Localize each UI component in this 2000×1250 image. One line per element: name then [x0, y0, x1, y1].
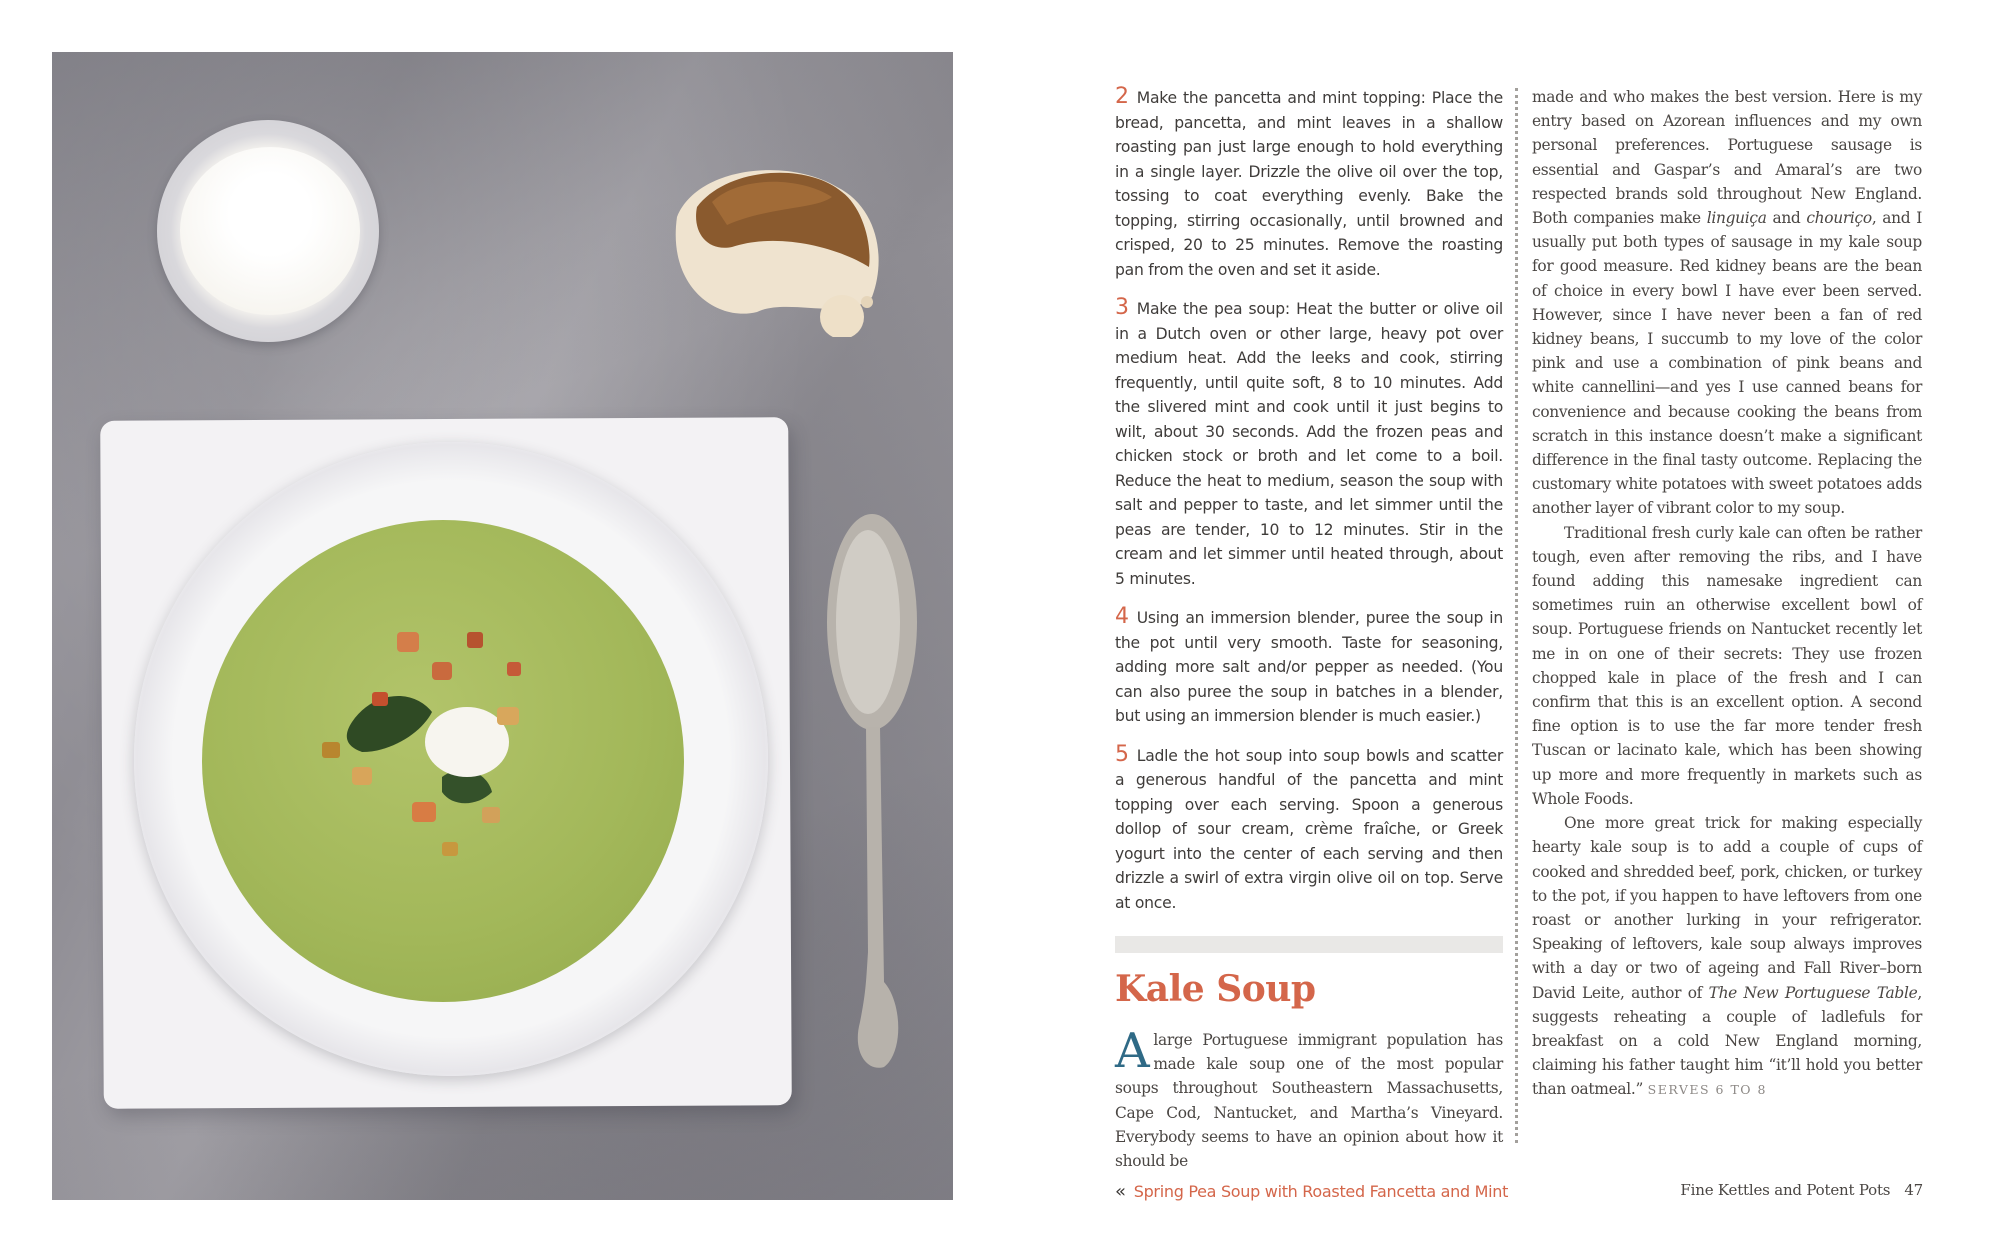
- step-text: Make the pancetta and mint topping: Place the bread, pancetta, and mint leaves in a shallow roasting pan just large enough to hold everything in a single layer. Drizzle the olive oil over the top, tossing to coat everything evenly. Bake the topping, stirring occasionally, until browned and crisped, 20 to 25 minutes. Remove the roasting pan from the oven and set it aside.: [1115, 89, 1503, 279]
- step-text: Make the pea soup: Heat the butter or olive oil in a Dutch oven or other large, heavy pot over medium heat. Add the leeks and cook, stirring frequently, until quite soft, 8 to 10 minutes. Add the slivered mint and cook until it just begins to wilt, about 30 seconds. Add the frozen peas and chicken stock or broth and let come to a boil. Reduce the heat to medium, season the soup with salt and pepper to taste, and let simmer until the peas are tender, 10 to 12 minutes. Stir in the cream and let simmer until heated through, about 5 minutes.: [1115, 300, 1503, 588]
- text-run: Traditional fresh curly kale can often be rather tough, even after removing the ribs, and I have found adding this namesake ingredient can sometimes ruin an otherwise excellent bowl of soup. Portuguese friends on Nantucket recently let me in on one of their secrets: They use frozen chopped kale in place of the fresh and I can confirm that this is an excellent option. A second fine option is to use the far more tender fresh Tuscan or lacinato kale, which has been showing up more and more frequently in markets such as Whole Foods.: [1532, 523, 1922, 808]
- recipe-step: [1115, 743, 1503, 916]
- step-text: Ladle the hot soup into soup bowls and scatter a generous handful of the pancetta and mint topping over each serving. Spoon a generous dollop of sour cream, crème fraîche, or Greek yogurt into the center of each serving and then drizzle a swirl of extra virgin olive oil on top. Serve at once.: [1115, 746, 1503, 912]
- section-title: Fine Kettles and Potent Pots: [1680, 1181, 1891, 1199]
- pancetta-mint-topping: [292, 592, 592, 882]
- recipe-title: Kale Soup: [1115, 968, 1316, 1010]
- chevron-left-icon: «: [1115, 1181, 1126, 1202]
- recipe-intro: [1115, 1023, 1503, 1173]
- sour-cream: [180, 147, 360, 315]
- page-number: 47: [1904, 1181, 1923, 1199]
- headnote-paragraph: [1532, 521, 1922, 811]
- text-run: made and who makes the best version. Here is my entry based on Azorean influences and my own personal preferences. Portuguese sausage is essential and Gaspar’s and Amaral’s are two respected brands sold throughout New England. Both companies make: [1532, 88, 1922, 228]
- column-divider: [1515, 88, 1518, 1143]
- headnote-paragraph: [1532, 811, 1922, 1102]
- step-number: 4: [1115, 604, 1129, 629]
- spoon: [822, 512, 932, 1072]
- text-run: One more great trick for making especially hearty kale soup is to add a couple of cups of cooked and shredded beef, pork, chicken, or turkey to the pot, if you happen to have leftovers from one roast or another lurking in your refrigerator. Speaking of leftovers, kale soup always improves with a day or two of ageing and Fall River–born David Leite, author of: [1532, 814, 1922, 1002]
- italic-term: chouriço: [1806, 209, 1872, 228]
- recipe-step: [1115, 605, 1503, 729]
- drop-cap: A: [1115, 1023, 1150, 1079]
- previous-recipe-link[interactable]: [1115, 1181, 1508, 1202]
- previous-recipe-title: Spring Pea Soup with Roasted Fancetta and Mint: [1133, 1182, 1509, 1201]
- method-column: [1115, 85, 1503, 929]
- book-title: The New Portuguese Table: [1708, 983, 1918, 1002]
- italic-term: linguiça: [1706, 209, 1767, 228]
- step-text: Using an immersion blender, puree the soup in the pot until very smooth. Taste for seasoning, adding more salt and/or pepper as needed. (You can also puree the soup in batches in a blender, but using an immersion blender is much easier.): [1115, 609, 1503, 725]
- recipe-separator-bar: [1115, 936, 1503, 953]
- running-footer: [1680, 1181, 1923, 1199]
- headnote-column: [1532, 85, 1922, 1103]
- step-number: 5: [1115, 741, 1129, 767]
- intro-text: large Portuguese immigrant population has made kale soup one of the most popular soups throughout Southeastern Massachusetts, Cape Cod, Nantucket, and Martha’s Vineyard. Everybody seems to have an opinion about how it should be: [1115, 1031, 1503, 1171]
- headnote-paragraph: [1532, 85, 1922, 521]
- step-number: 2: [1115, 84, 1129, 109]
- step-number: 3: [1115, 295, 1129, 320]
- text-run: , suggests reheating a couple of ladlefuls for breakfast on a cold New England morning, claiming his father taught him “it’ll hold you better than oatmeal.”: [1532, 983, 1922, 1099]
- recipe-step: [1115, 296, 1503, 591]
- text-run: and: [1766, 209, 1807, 228]
- text-run: , and I usually put both types of sausage in my kale soup for good measure. Red kidney beans are the bean of choice in every bowl I have ever been served. However, since I have never been a fan of red kidney beans, I succumb to my love of the color pink and use a combination of pink beans and white cannellini—and yes I use canned beans for convenience and because cooking the beans from scratch in this instance doesn’t make a significant difference in the final tasty outcome. Replacing the customary white potatoes with sweet potatoes adds another layer of vibrant color to my soup.: [1532, 209, 1922, 518]
- soup-photo: [52, 52, 953, 1200]
- recipe-step: [1115, 85, 1503, 282]
- serves-label: SERVES 6 TO 8: [1647, 1082, 1767, 1098]
- bread-piece: [637, 147, 907, 337]
